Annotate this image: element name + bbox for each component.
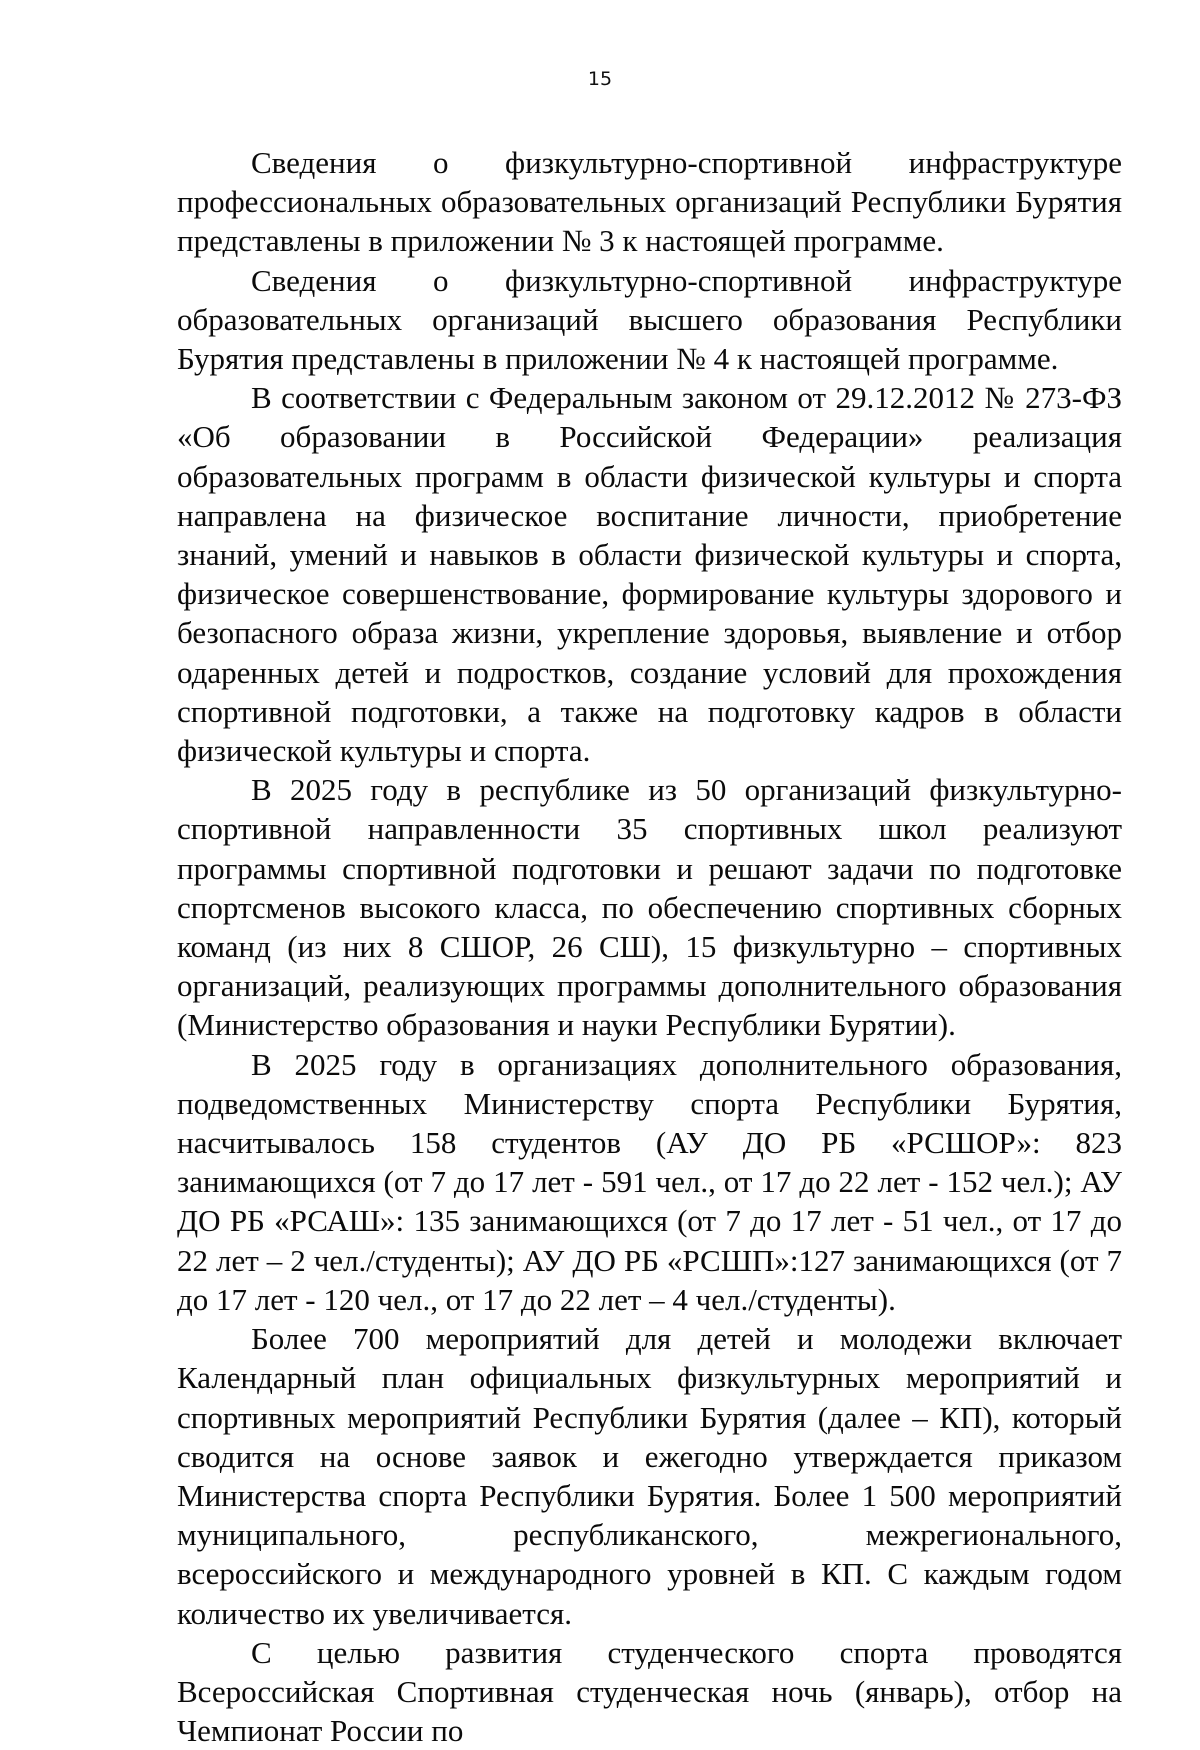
paragraph-student-sport: С целью развития студенческого спорта проводятся Всероссийская Спортивная студенческая ночь (январь), отбор на Чемпионат России по (177, 1634, 1122, 1749)
paragraph-infrastructure-professional: Сведения о физкультурно-спортивной инфраструктуре профессиональных образовательных организаций Республики Бурятия представлены в приложении № 3 к настоящей программе. (177, 145, 1122, 259)
document-body (177, 143, 1122, 1750)
page-number: 15 (587, 68, 613, 90)
paragraph-calendar-plan: Более 700 мероприятий для детей и молодежи включает Календарный план официальных физкультурных мероприятий и спортивных мероприятий Республики Бурятия (далее – КП), который сводится на основе заявок и ежегодно утверждается приказом Министерства спорта Республики Бурятия. Более 1 500 мероприятий муниципального, республиканского, межрегионального, всероссийского и международного уровней в КП. С каждым годом количество их увеличивается. (177, 1321, 1122, 1631)
paragraph-additional-education-2025: В 2025 году в организациях дополнительного образования, подведомственных Министерству спорта Республики Бурятия, насчитывалось 158 студентов (АУ ДО РБ «РСШОР»: 823 занимающихся (от 7 до 17 лет - 591 чел., от 17 до 22 лет - 152 чел.); АУ ДО РБ «РСАШ»: 135 занимающихся (от 7 до 17 лет - 51 чел., от 17 до 22 лет – 2 чел./студенты); АУ ДО РБ «РСШП»:127 занимающихся (от 7 до 17 лет - 120 чел., от 17 до 22 лет – 4 чел./студенты). (177, 1046, 1122, 1317)
paragraph-infrastructure-higher-education: Сведения о физкультурно-спортивной инфраструктуре образовательных организаций высшего образования Республики Бурятия представлены в приложении № 4 к настоящей программе. (177, 262, 1122, 377)
paragraph-sports-schools-2025: В 2025 году в республике из 50 организаций физкультурно-спортивной направленности 35 спортивных школ реализуют программы спортивной подготовки и решают задачи по подготовке спортсменов высокого класса, по обеспечению спортивных сборных команд (из них 8 СШОР, 26 СШ), 15 физкультурно – спортивных организаций, реализующих программы дополнительного образования (Министерство образования и науки Республики Бурятии). (177, 772, 1122, 1043)
paragraph-federal-law: В соответствии с Федеральным законом от 29.12.2012 № 273-ФЗ «Об образовании в Российской Федерации» реализация образовательных программ в области физической культуры и спорта направлена на физическое воспитание личности, приобретение знаний, умений и навыков в области физической культуры и спорта, физическое совершенствование, формирование культуры здорового и безопасного образа жизни, укрепление здоровья, выявление и отбор одаренных детей и подростков, создание условий для прохождения спортивной подготовки, а также на подготовку кадров в области физической культуры и спорта. (177, 380, 1122, 769)
